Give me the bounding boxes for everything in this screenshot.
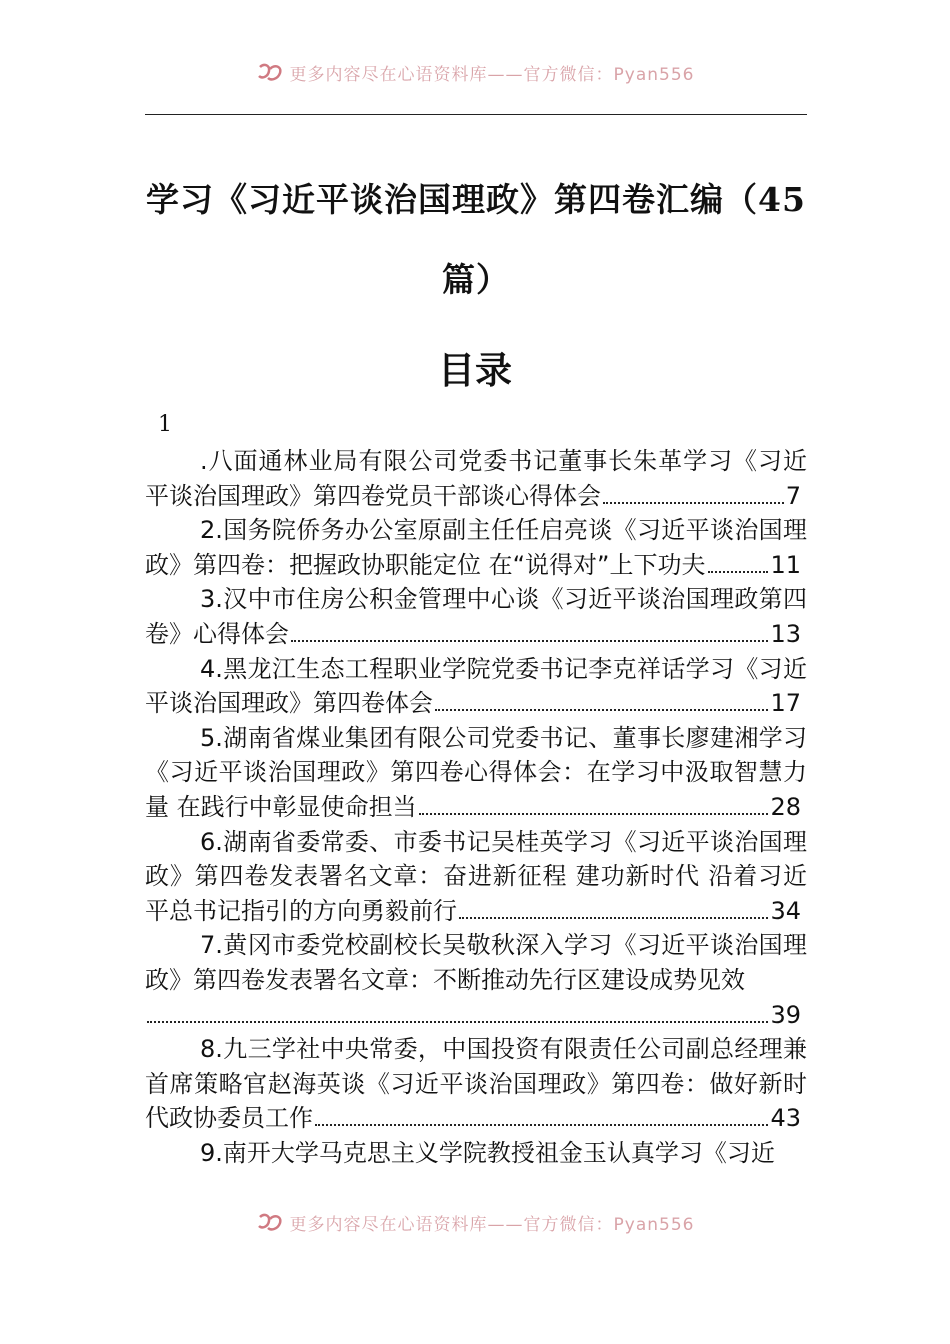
toc-entry-title: 7.黄冈市委党校副校长吴敬秋深入学习《习近平谈治国理政》第四卷发表署名文章：不断推动先行区建设成势见效 [145, 931, 807, 994]
toc-prefix-number: 1 [158, 412, 172, 437]
toc-entry-title: 3.汉中市住房公积金管理中心谈《习近平谈治国理政第四卷》心得体会 [145, 585, 807, 648]
toc-leader [419, 813, 769, 815]
toc-entry[interactable] [145, 513, 807, 582]
toc-entry[interactable] [145, 825, 807, 929]
toc-entry-title: 6.湖南省委常委、市委书记吴桂英学习《习近平谈治国理政》第四卷发表署名文章：奋进新征程 建功新时代 沿着习近平总书记指引的方向勇毅前行 [145, 827, 807, 925]
watermark-logo-icon [256, 61, 286, 83]
toc-leader [603, 502, 784, 504]
toc-leader [435, 709, 768, 711]
toc-leader [291, 640, 768, 642]
toc-page-number: 11 [770, 550, 801, 579]
toc-entry[interactable] [145, 928, 807, 1032]
toc-entry[interactable] [145, 1136, 807, 1171]
toc-page-number: 13 [770, 619, 801, 648]
toc-entry-title: 9.南开大学马克思主义学院教授祖金玉认真学习《习近 [200, 1138, 775, 1167]
toc-leader [459, 917, 768, 919]
toc-entry-title: 2.国务院侨务办公室原副主任任启亮谈《习近平谈治国理政》第四卷：把握政协职能定位 在“说得对”上下功夫 [145, 516, 807, 579]
toc-leader [708, 571, 769, 573]
toc-entry-title: 8.九三学社中央常委，中国投资有限责任公司副总经理兼首席策略官赵海英谈《习近平谈治国理政》第四卷：做好新时代政协委员工作 [145, 1035, 807, 1133]
toc-entry[interactable] [145, 444, 807, 513]
header-rule [145, 114, 807, 115]
toc-leader [147, 1021, 768, 1023]
table-of-contents [145, 444, 807, 1170]
watermark-text: 更多内容尽在心语资料库——官方微信：Pyan556 [289, 1214, 695, 1235]
watermark-text: 更多内容尽在心语资料库——官方微信：Pyan556 [289, 64, 695, 85]
toc-entry[interactable] [145, 1032, 807, 1136]
toc-entry[interactable] [145, 582, 807, 651]
toc-entry-title: 5.湖南省煤业集团有限公司党委书记、董事长廖建湘学习《习近平谈治国理政》第四卷心得体会：在学习中汲取智慧力量 在践行中彰显使命担当 [145, 723, 807, 821]
toc-leader [315, 1124, 768, 1126]
toc-page-number: 43 [770, 1104, 801, 1133]
toc-page-number: 34 [770, 896, 801, 925]
toc-entry[interactable] [145, 652, 807, 721]
toc-page-number: 39 [770, 1000, 801, 1029]
toc-entry[interactable] [145, 721, 807, 825]
watermark-header [0, 60, 950, 84]
toc-entry-title: .八面通林业局有限公司党委书记董事长朱革学习《习近平谈治国理政》第四卷党员干部谈心得体会 [145, 447, 807, 510]
toc-heading: 目录 [438, 348, 512, 392]
watermark-logo-icon [256, 1211, 286, 1233]
toc-page-number: 28 [770, 792, 801, 821]
toc-page-number: 7 [785, 481, 801, 510]
toc-page-number: 17 [770, 689, 801, 718]
document-title: 学习《习近平谈治国理政》第四卷汇编（45篇） [146, 180, 806, 299]
toc-entry-title: 4.黑龙江生态工程职业学院党委书记李克祥话学习《习近平谈治国理政》第四卷体会 [145, 654, 807, 718]
watermark-footer [0, 1210, 950, 1234]
